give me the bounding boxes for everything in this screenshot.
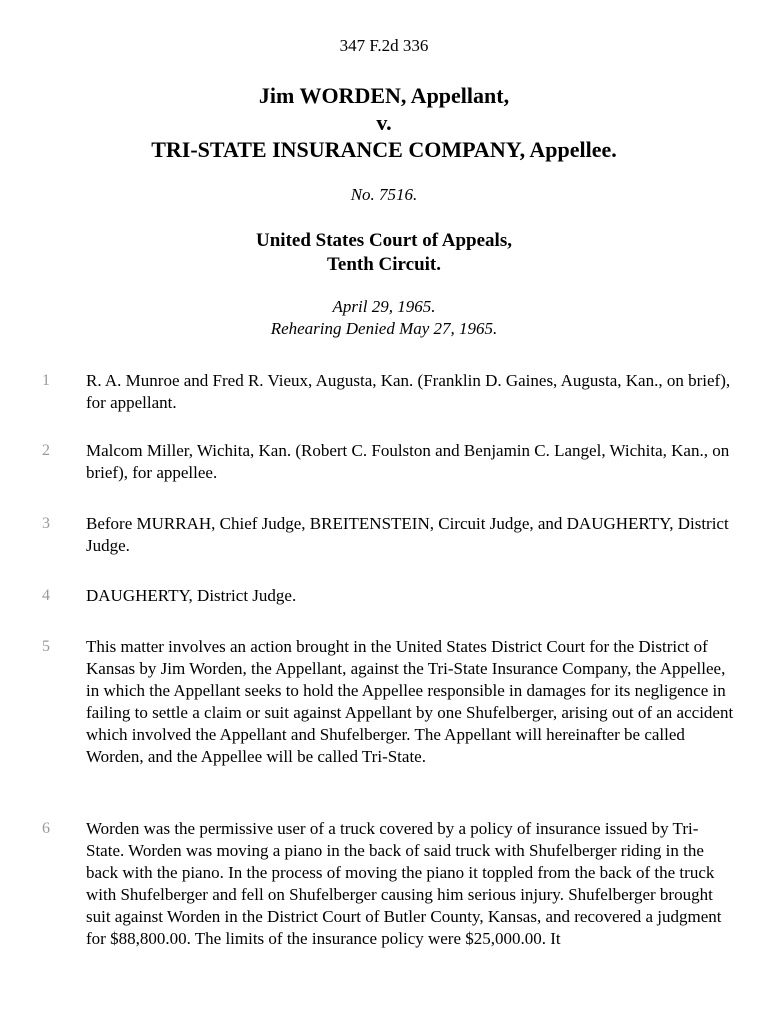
appellant-line: Jim WORDEN, Appellant,	[258, 83, 510, 108]
court-name	[0, 229, 768, 277]
paragraph-number: 3	[42, 515, 50, 532]
case-citation: 347 F.2d 336	[339, 36, 429, 55]
paragraph-text: Worden was the permissive user of a truck covered by a policy of insurance issued by Tri-State. Worden was moving a piano in the back of said truck with Shufelberger riding in the back with the piano. In the process of moving the piano it toppled from the back of the truck with Shufelberger and fell on Shufelberger causing him serious injury. Shufelberger brought suit against Worden in the District Court of Butler County, Kansas, and recovered a judgment for $88,800.00. The limits of the insurance policy were $25,000.00. It	[86, 819, 722, 948]
case-caption	[0, 82, 768, 163]
paragraph-number: 1	[42, 372, 50, 389]
versus-line: v.	[376, 110, 392, 135]
court-name-line-1: United States Court of Appeals,	[256, 230, 512, 251]
paragraph-number: 6	[42, 820, 50, 837]
rehearing-date: Rehearing Denied May 27, 1965.	[270, 319, 498, 338]
appellee-line: TRI-STATE INSURANCE COMPANY, Appellee.	[151, 137, 617, 162]
decision-date: April 29, 1965.	[332, 297, 436, 316]
paragraph-text: R. A. Munroe and Fred R. Vieux, Augusta, Kan. (Franklin D. Gaines, Augusta, Kan., on brief), for appellant.	[86, 371, 731, 412]
paragraph-number: 4	[42, 587, 50, 604]
paragraph-text: DAUGHERTY, District Judge.	[86, 586, 297, 605]
docket-number: No. 7516.	[350, 185, 418, 204]
paragraph-text: Malcom Miller, Wichita, Kan. (Robert C. Foulston and Benjamin C. Langel, Wichita, Kan., on brief), for appellee.	[86, 441, 730, 482]
decision-dates	[0, 296, 768, 340]
court-name-line-2: Tenth Circuit.	[326, 254, 442, 275]
paragraph-number: 5	[42, 638, 50, 655]
paragraph-text: This matter involves an action brought in the United States District Court for the District of Kansas by Jim Worden, the Appellant, against the Tri-State Insurance Company, the Appellee, in which the Appellant seeks to hold the Appellee responsible in damages for its negligence in failing to settle a claim or suit against Appellant by one Shufelberger, arising out of an accident which involved the Appellant and Shufelberger. The Appellant will hereinafter be called Worden, and the Appellee will be called Tri-State.	[86, 637, 734, 766]
paragraph-text: Before MURRAH, Chief Judge, BREITENSTEIN, Circuit Judge, and DAUGHERTY, District Judge.	[86, 514, 729, 555]
paragraph-number: 2	[42, 442, 50, 459]
